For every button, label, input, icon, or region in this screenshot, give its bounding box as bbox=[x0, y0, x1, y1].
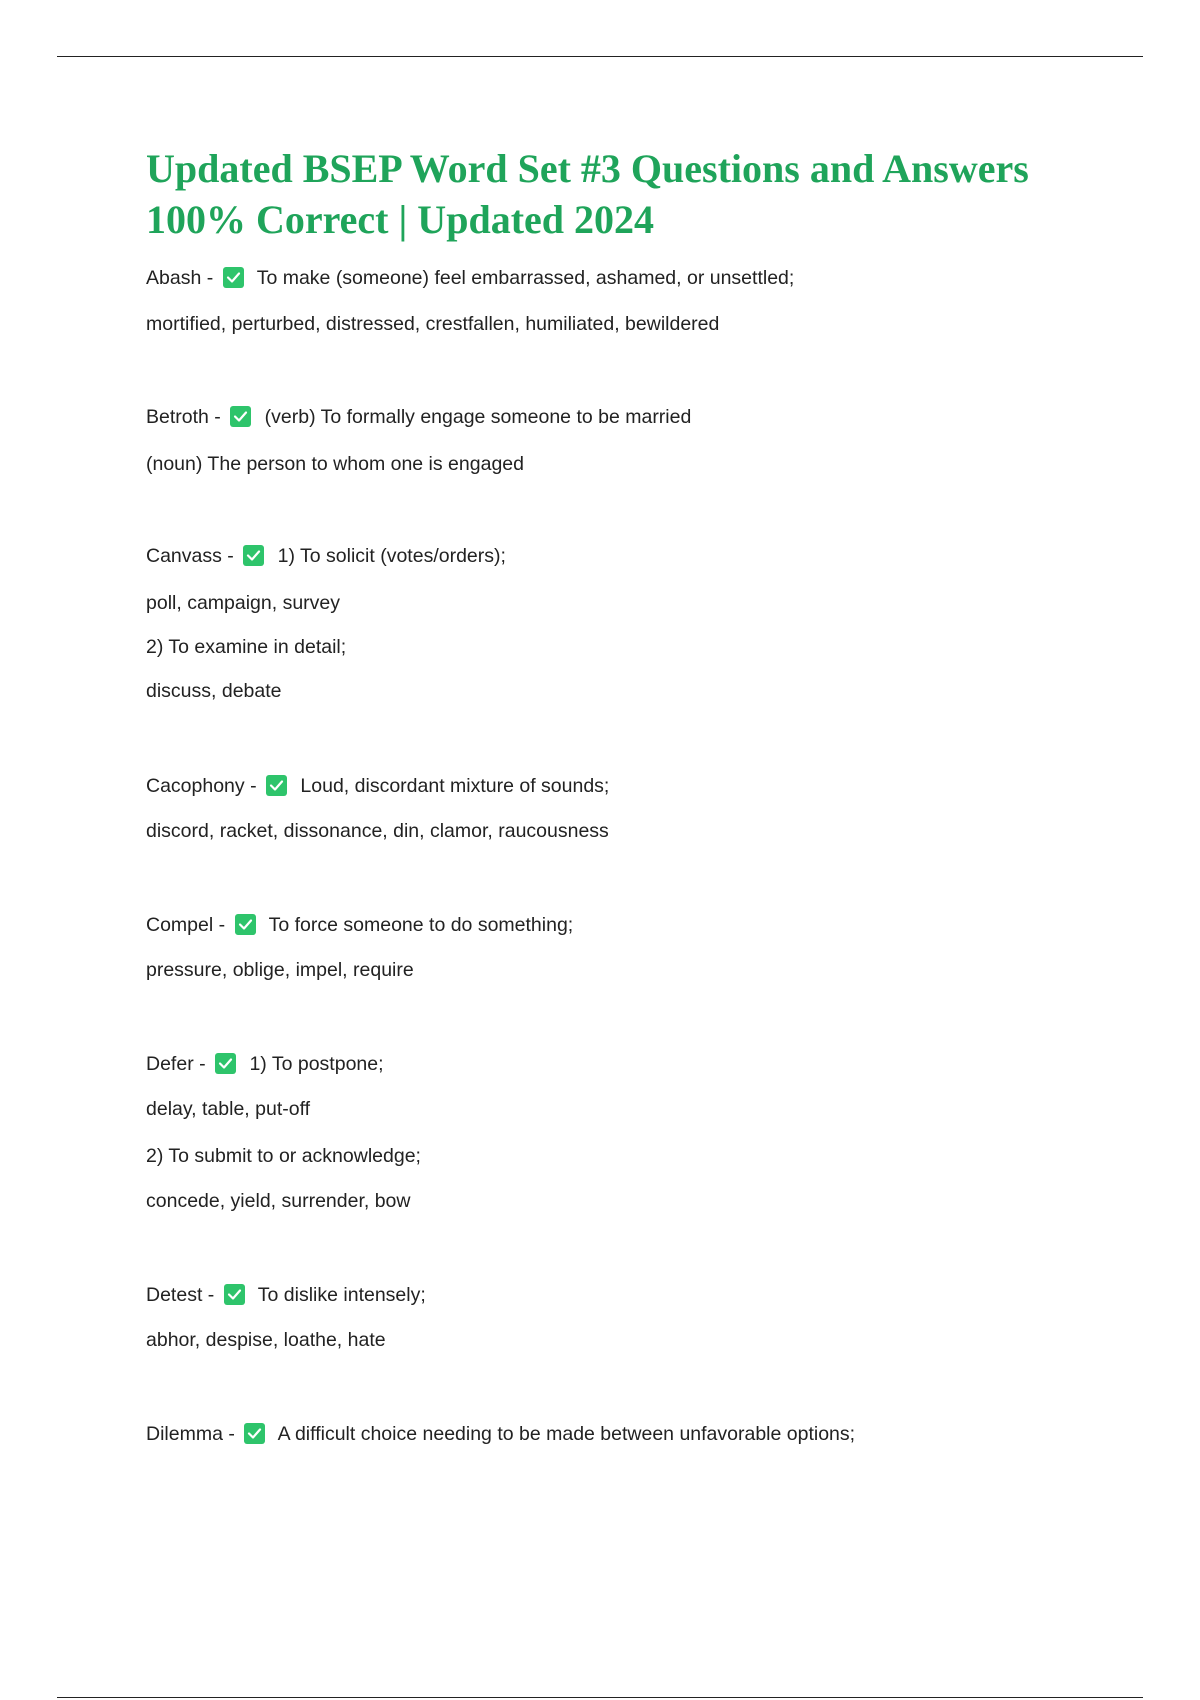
entry-extra-line: 2) To submit to or acknowledge; bbox=[146, 1145, 421, 1167]
entry-term: Compel - bbox=[146, 914, 226, 936]
entry-extra-line: (noun) The person to whom one is engaged bbox=[146, 453, 524, 475]
entry-term: Canvass - bbox=[146, 545, 234, 567]
entry-definition: To force someone to do something; bbox=[268, 914, 574, 936]
entry-betroth bbox=[146, 405, 691, 429]
green-check-box-icon bbox=[224, 1284, 245, 1305]
entry-canvass bbox=[146, 544, 506, 568]
entry-definition: Loud, discordant mixture of sounds; bbox=[300, 775, 610, 797]
entry-definition: To make (someone) feel embarrassed, ashamed, or unsettled; bbox=[256, 267, 795, 289]
entry-definition: 1) To solicit (votes/orders); bbox=[277, 545, 506, 567]
top-rule bbox=[57, 56, 1143, 57]
green-check-box-icon bbox=[223, 267, 244, 288]
green-check-box-icon bbox=[235, 914, 256, 935]
entry-extra-line: pressure, oblige, impel, require bbox=[146, 959, 414, 981]
entry-term: Cacophony - bbox=[146, 775, 257, 797]
entry-extra-line: delay, table, put-off bbox=[146, 1098, 311, 1120]
entry-term: Dilemma - bbox=[146, 1423, 235, 1445]
entry-dilemma bbox=[146, 1422, 855, 1446]
entry-extra-line: abhor, despise, loathe, hate bbox=[146, 1329, 386, 1351]
entry-abash bbox=[146, 266, 794, 290]
entry-extra-line: discord, racket, dissonance, din, clamor, raucousness bbox=[146, 820, 609, 842]
green-check-box-icon bbox=[266, 775, 287, 796]
entry-detest bbox=[146, 1283, 426, 1307]
entry-term: Abash - bbox=[146, 267, 214, 289]
entry-definition: To dislike intensely; bbox=[257, 1284, 426, 1306]
entry-extra-line: poll, campaign, survey bbox=[146, 592, 341, 614]
document-title: Updated BSEP Word Set #3 Questions and Answers 100% Correct | Updated 2024 bbox=[146, 146, 1029, 242]
entry-defer bbox=[146, 1052, 384, 1076]
entry-extra-line: discuss, debate bbox=[146, 680, 282, 702]
entry-cacophony bbox=[146, 774, 609, 798]
bottom-rule bbox=[57, 1697, 1143, 1698]
entry-definition: A difficult choice needing to be made between unfavorable options; bbox=[277, 1423, 856, 1445]
entry-extra-line: 2) To examine in detail; bbox=[146, 636, 347, 658]
entry-term: Defer - bbox=[146, 1053, 206, 1075]
green-check-box-icon bbox=[243, 545, 264, 566]
entry-definition: 1) To postpone; bbox=[249, 1053, 384, 1075]
entry-extra-line: mortified, perturbed, distressed, crestfallen, humiliated, bewildered bbox=[146, 313, 720, 335]
entry-extra-line: concede, yield, surrender, bow bbox=[146, 1190, 411, 1212]
entry-term: Detest - bbox=[146, 1284, 215, 1306]
entry-definition: (verb) To formally engage someone to be married bbox=[264, 406, 692, 428]
green-check-box-icon bbox=[215, 1053, 236, 1074]
green-check-box-icon bbox=[230, 406, 251, 427]
entry-term: Betroth - bbox=[146, 406, 221, 428]
green-check-box-icon bbox=[244, 1423, 265, 1444]
entry-compel bbox=[146, 913, 573, 937]
